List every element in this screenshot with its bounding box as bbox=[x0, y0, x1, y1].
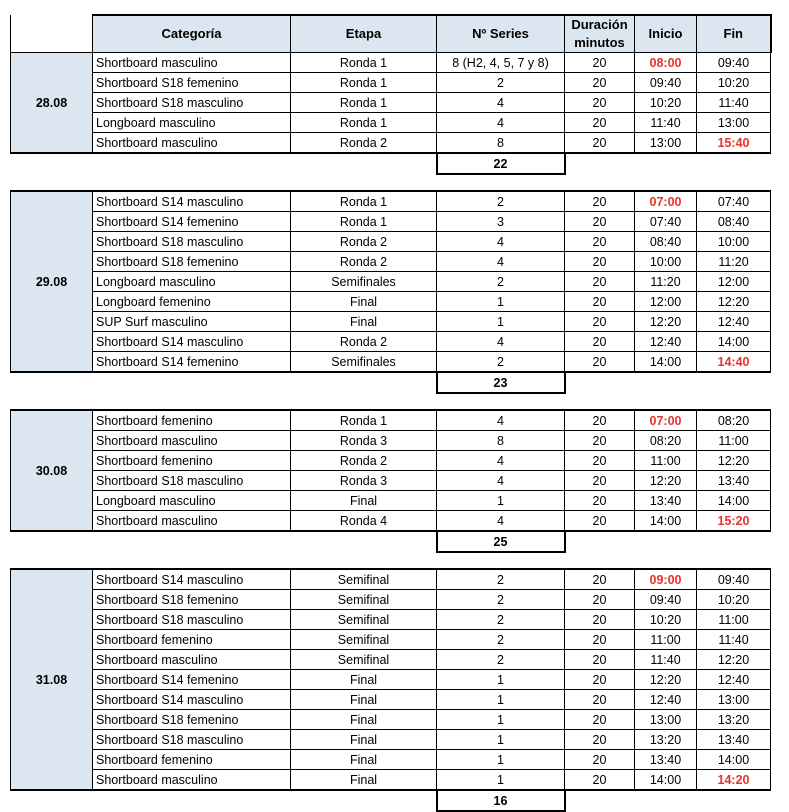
table-row bbox=[11, 312, 771, 332]
cell-inicio: 12:40 bbox=[635, 690, 697, 710]
cell-categoria: Longboard femenino bbox=[93, 292, 291, 312]
cell-categoria: Shortboard masculino bbox=[93, 650, 291, 670]
cell-inicio: 08:40 bbox=[635, 232, 697, 252]
cell-inicio: 12:00 bbox=[635, 292, 697, 312]
cell-etapa: Semifinal bbox=[291, 569, 437, 590]
header-inicio: Inicio bbox=[635, 15, 697, 53]
cell-duracion: 20 bbox=[565, 451, 635, 471]
cell-inicio: 14:00 bbox=[635, 770, 697, 791]
total-spacer bbox=[635, 790, 697, 811]
cell-fin: 11:20 bbox=[697, 252, 771, 272]
day-date: 29.08 bbox=[11, 191, 93, 372]
table-row bbox=[11, 569, 771, 590]
cell-categoria: Shortboard masculino bbox=[93, 770, 291, 791]
header-row bbox=[11, 15, 771, 53]
cell-series: 1 bbox=[437, 292, 565, 312]
cell-series: 2 bbox=[437, 610, 565, 630]
cell-categoria: Shortboard S18 femenino bbox=[93, 252, 291, 272]
cell-fin: 14:00 bbox=[697, 750, 771, 770]
total-row bbox=[11, 790, 771, 811]
cell-fin: 15:40 bbox=[697, 133, 771, 154]
cell-fin: 13:00 bbox=[697, 690, 771, 710]
cell-inicio: 10:00 bbox=[635, 252, 697, 272]
cell-fin: 12:40 bbox=[697, 312, 771, 332]
header-fin: Fin bbox=[697, 15, 771, 53]
cell-categoria: Shortboard masculino bbox=[93, 133, 291, 154]
cell-series: 4 bbox=[437, 410, 565, 431]
table-row bbox=[11, 471, 771, 491]
cell-etapa: Ronda 3 bbox=[291, 471, 437, 491]
cell-series: 2 bbox=[437, 590, 565, 610]
total-spacer bbox=[565, 790, 635, 811]
cell-series: 8 bbox=[437, 133, 565, 154]
cell-fin: 13:40 bbox=[697, 471, 771, 491]
cell-etapa: Ronda 1 bbox=[291, 53, 437, 73]
cell-etapa: Semifinal bbox=[291, 590, 437, 610]
cell-fin: 13:00 bbox=[697, 113, 771, 133]
cell-series: 2 bbox=[437, 569, 565, 590]
total-spacer bbox=[11, 790, 93, 811]
total-spacer bbox=[635, 372, 697, 393]
schedule-table bbox=[10, 14, 772, 812]
cell-etapa: Ronda 2 bbox=[291, 332, 437, 352]
cell-categoria: Shortboard S14 femenino bbox=[93, 670, 291, 690]
cell-series: 3 bbox=[437, 212, 565, 232]
cell-series: 4 bbox=[437, 471, 565, 491]
cell-fin: 08:40 bbox=[697, 212, 771, 232]
schedule-body bbox=[11, 53, 771, 812]
cell-inicio: 10:20 bbox=[635, 93, 697, 113]
cell-categoria: Shortboard S18 masculino bbox=[93, 471, 291, 491]
cell-categoria: Shortboard masculino bbox=[93, 511, 291, 532]
cell-etapa: Semifinal bbox=[291, 630, 437, 650]
cell-series: 1 bbox=[437, 750, 565, 770]
cell-categoria: Shortboard femenino bbox=[93, 410, 291, 431]
cell-duracion: 20 bbox=[565, 491, 635, 511]
table-row bbox=[11, 511, 771, 532]
header-blank bbox=[11, 15, 93, 53]
total-spacer bbox=[11, 372, 93, 393]
cell-series: 4 bbox=[437, 332, 565, 352]
cell-inicio: 07:00 bbox=[635, 191, 697, 212]
cell-series: 1 bbox=[437, 312, 565, 332]
cell-fin: 10:20 bbox=[697, 73, 771, 93]
cell-categoria: Shortboard S18 masculino bbox=[93, 730, 291, 750]
cell-categoria: Shortboard S18 masculino bbox=[93, 93, 291, 113]
cell-etapa: Ronda 4 bbox=[291, 511, 437, 532]
cell-duracion: 20 bbox=[565, 730, 635, 750]
cell-etapa: Final bbox=[291, 770, 437, 791]
table-row bbox=[11, 113, 771, 133]
cell-fin: 12:20 bbox=[697, 650, 771, 670]
cell-duracion: 20 bbox=[565, 670, 635, 690]
cell-etapa: Semifinal bbox=[291, 650, 437, 670]
cell-etapa: Ronda 3 bbox=[291, 431, 437, 451]
table-row bbox=[11, 410, 771, 431]
header-duracion-line1: Duración bbox=[571, 17, 628, 32]
cell-series: 1 bbox=[437, 491, 565, 511]
total-spacer bbox=[697, 531, 771, 552]
cell-duracion: 20 bbox=[565, 252, 635, 272]
cell-fin: 09:40 bbox=[697, 53, 771, 73]
cell-inicio: 13:40 bbox=[635, 491, 697, 511]
cell-categoria: Shortboard S14 femenino bbox=[93, 352, 291, 373]
cell-categoria: Shortboard femenino bbox=[93, 750, 291, 770]
table-row bbox=[11, 730, 771, 750]
total-spacer bbox=[93, 372, 291, 393]
total-spacer bbox=[11, 153, 93, 174]
table-row bbox=[11, 650, 771, 670]
gap-cell bbox=[11, 174, 771, 191]
cell-duracion: 20 bbox=[565, 113, 635, 133]
cell-duracion: 20 bbox=[565, 471, 635, 491]
cell-etapa: Final bbox=[291, 312, 437, 332]
cell-fin: 13:20 bbox=[697, 710, 771, 730]
total-spacer bbox=[565, 372, 635, 393]
total-spacer bbox=[11, 531, 93, 552]
block-gap bbox=[11, 174, 771, 191]
cell-duracion: 20 bbox=[565, 650, 635, 670]
cell-inicio: 13:00 bbox=[635, 133, 697, 154]
table-row bbox=[11, 750, 771, 770]
cell-series: 2 bbox=[437, 272, 565, 292]
table-row bbox=[11, 431, 771, 451]
table-row bbox=[11, 332, 771, 352]
cell-duracion: 20 bbox=[565, 352, 635, 373]
table-row bbox=[11, 272, 771, 292]
block-gap bbox=[11, 393, 771, 410]
header-categoria: Categoría bbox=[93, 15, 291, 53]
total-spacer bbox=[93, 531, 291, 552]
cell-series: 1 bbox=[437, 670, 565, 690]
table-row bbox=[11, 292, 771, 312]
cell-categoria: Shortboard S14 masculino bbox=[93, 191, 291, 212]
cell-duracion: 20 bbox=[565, 93, 635, 113]
table-row bbox=[11, 451, 771, 471]
cell-series: 4 bbox=[437, 252, 565, 272]
table-row bbox=[11, 53, 771, 73]
cell-etapa: Final bbox=[291, 710, 437, 730]
cell-etapa: Final bbox=[291, 491, 437, 511]
block-gap bbox=[11, 552, 771, 569]
cell-etapa: Final bbox=[291, 292, 437, 312]
cell-categoria: Longboard masculino bbox=[93, 491, 291, 511]
day-total-series: 22 bbox=[437, 153, 565, 174]
cell-etapa: Final bbox=[291, 730, 437, 750]
cell-series: 4 bbox=[437, 511, 565, 532]
table-row bbox=[11, 710, 771, 730]
cell-inicio: 12:40 bbox=[635, 332, 697, 352]
cell-categoria: Longboard masculino bbox=[93, 113, 291, 133]
table-row bbox=[11, 491, 771, 511]
cell-inicio: 13:00 bbox=[635, 710, 697, 730]
cell-inicio: 11:20 bbox=[635, 272, 697, 292]
table-row bbox=[11, 252, 771, 272]
cell-series: 2 bbox=[437, 191, 565, 212]
cell-inicio: 11:00 bbox=[635, 451, 697, 471]
table-row bbox=[11, 212, 771, 232]
cell-duracion: 20 bbox=[565, 690, 635, 710]
cell-fin: 13:40 bbox=[697, 730, 771, 750]
cell-duracion: 20 bbox=[565, 53, 635, 73]
cell-categoria: Shortboard masculino bbox=[93, 53, 291, 73]
cell-inicio: 14:00 bbox=[635, 511, 697, 532]
cell-categoria: Shortboard S18 femenino bbox=[93, 710, 291, 730]
cell-categoria: Shortboard S18 femenino bbox=[93, 73, 291, 93]
cell-categoria: Shortboard S14 masculino bbox=[93, 569, 291, 590]
cell-duracion: 20 bbox=[565, 292, 635, 312]
cell-inicio: 12:20 bbox=[635, 471, 697, 491]
cell-inicio: 07:40 bbox=[635, 212, 697, 232]
table-row bbox=[11, 191, 771, 212]
cell-categoria: Shortboard S18 femenino bbox=[93, 590, 291, 610]
table-row bbox=[11, 770, 771, 791]
cell-fin: 14:40 bbox=[697, 352, 771, 373]
cell-inicio: 09:00 bbox=[635, 569, 697, 590]
cell-duracion: 20 bbox=[565, 232, 635, 252]
cell-inicio: 11:40 bbox=[635, 113, 697, 133]
cell-series: 1 bbox=[437, 730, 565, 750]
cell-inicio: 09:40 bbox=[635, 590, 697, 610]
cell-etapa: Final bbox=[291, 750, 437, 770]
cell-fin: 07:40 bbox=[697, 191, 771, 212]
table-row bbox=[11, 73, 771, 93]
cell-inicio: 11:00 bbox=[635, 630, 697, 650]
cell-inicio: 13:20 bbox=[635, 730, 697, 750]
cell-etapa: Ronda 2 bbox=[291, 133, 437, 154]
total-spacer bbox=[291, 153, 437, 174]
cell-categoria: Shortboard femenino bbox=[93, 451, 291, 471]
cell-duracion: 20 bbox=[565, 590, 635, 610]
cell-duracion: 20 bbox=[565, 610, 635, 630]
cell-categoria: Longboard masculino bbox=[93, 272, 291, 292]
cell-inicio: 09:40 bbox=[635, 73, 697, 93]
cell-duracion: 20 bbox=[565, 133, 635, 154]
day-date: 30.08 bbox=[11, 410, 93, 531]
cell-duracion: 20 bbox=[565, 410, 635, 431]
cell-duracion: 20 bbox=[565, 272, 635, 292]
total-row bbox=[11, 531, 771, 552]
cell-series: 1 bbox=[437, 770, 565, 791]
cell-duracion: 20 bbox=[565, 511, 635, 532]
cell-etapa: Ronda 1 bbox=[291, 191, 437, 212]
total-row bbox=[11, 153, 771, 174]
table-row bbox=[11, 690, 771, 710]
table-row bbox=[11, 93, 771, 113]
cell-inicio: 11:40 bbox=[635, 650, 697, 670]
cell-categoria: SUP Surf masculino bbox=[93, 312, 291, 332]
cell-inicio: 13:40 bbox=[635, 750, 697, 770]
cell-series: 2 bbox=[437, 73, 565, 93]
cell-series: 1 bbox=[437, 690, 565, 710]
cell-etapa: Ronda 2 bbox=[291, 232, 437, 252]
cell-etapa: Ronda 2 bbox=[291, 451, 437, 471]
cell-series: 4 bbox=[437, 113, 565, 133]
table-row bbox=[11, 133, 771, 154]
cell-categoria: Shortboard masculino bbox=[93, 431, 291, 451]
cell-duracion: 20 bbox=[565, 710, 635, 730]
header-duracion-line2: minutos bbox=[574, 35, 625, 50]
cell-categoria: Shortboard S14 masculino bbox=[93, 690, 291, 710]
total-spacer bbox=[635, 531, 697, 552]
cell-duracion: 20 bbox=[565, 569, 635, 590]
gap-cell bbox=[11, 552, 771, 569]
total-spacer bbox=[93, 153, 291, 174]
cell-fin: 11:40 bbox=[697, 630, 771, 650]
cell-inicio: 08:00 bbox=[635, 53, 697, 73]
day-total-series: 23 bbox=[437, 372, 565, 393]
cell-series: 2 bbox=[437, 630, 565, 650]
cell-duracion: 20 bbox=[565, 73, 635, 93]
cell-series: 4 bbox=[437, 93, 565, 113]
total-spacer bbox=[697, 153, 771, 174]
cell-series: 4 bbox=[437, 232, 565, 252]
cell-duracion: 20 bbox=[565, 332, 635, 352]
cell-fin: 10:20 bbox=[697, 590, 771, 610]
cell-fin: 09:40 bbox=[697, 569, 771, 590]
cell-fin: 11:40 bbox=[697, 93, 771, 113]
cell-etapa: Ronda 1 bbox=[291, 73, 437, 93]
cell-series: 8 (H2, 4, 5, 7 y 8) bbox=[437, 53, 565, 73]
cell-series: 1 bbox=[437, 710, 565, 730]
cell-etapa: Ronda 2 bbox=[291, 252, 437, 272]
cell-duracion: 20 bbox=[565, 191, 635, 212]
cell-etapa: Semifinal bbox=[291, 610, 437, 630]
total-spacer bbox=[291, 790, 437, 811]
total-row bbox=[11, 372, 771, 393]
schedule-sheet bbox=[10, 14, 772, 812]
total-spacer bbox=[697, 372, 771, 393]
cell-inicio: 10:20 bbox=[635, 610, 697, 630]
cell-duracion: 20 bbox=[565, 431, 635, 451]
cell-duracion: 20 bbox=[565, 212, 635, 232]
cell-duracion: 20 bbox=[565, 770, 635, 791]
cell-inicio: 07:00 bbox=[635, 410, 697, 431]
cell-fin: 12:20 bbox=[697, 292, 771, 312]
cell-fin: 10:00 bbox=[697, 232, 771, 252]
table-row bbox=[11, 352, 771, 373]
table-row bbox=[11, 630, 771, 650]
table-row bbox=[11, 610, 771, 630]
table-row bbox=[11, 670, 771, 690]
cell-inicio: 08:20 bbox=[635, 431, 697, 451]
gap-cell bbox=[11, 393, 771, 410]
cell-duracion: 20 bbox=[565, 750, 635, 770]
cell-fin: 14:00 bbox=[697, 491, 771, 511]
cell-etapa: Ronda 1 bbox=[291, 410, 437, 431]
cell-duracion: 20 bbox=[565, 312, 635, 332]
day-total-series: 16 bbox=[437, 790, 565, 811]
cell-categoria: Shortboard femenino bbox=[93, 630, 291, 650]
cell-duracion: 20 bbox=[565, 630, 635, 650]
cell-etapa: Final bbox=[291, 690, 437, 710]
cell-etapa: Semifinales bbox=[291, 352, 437, 373]
table-row bbox=[11, 590, 771, 610]
cell-fin: 11:00 bbox=[697, 610, 771, 630]
cell-categoria: Shortboard S18 masculino bbox=[93, 610, 291, 630]
cell-etapa: Ronda 1 bbox=[291, 93, 437, 113]
cell-categoria: Shortboard S14 masculino bbox=[93, 332, 291, 352]
cell-series: 8 bbox=[437, 431, 565, 451]
cell-fin: 14:00 bbox=[697, 332, 771, 352]
table-row bbox=[11, 232, 771, 252]
header-etapa: Etapa bbox=[291, 15, 437, 53]
cell-inicio: 14:00 bbox=[635, 352, 697, 373]
total-spacer bbox=[565, 531, 635, 552]
cell-etapa: Ronda 1 bbox=[291, 212, 437, 232]
cell-fin: 12:40 bbox=[697, 670, 771, 690]
day-total-series: 25 bbox=[437, 531, 565, 552]
total-spacer bbox=[93, 790, 291, 811]
total-spacer bbox=[291, 372, 437, 393]
cell-fin: 15:20 bbox=[697, 511, 771, 532]
header-series: Nº Series bbox=[437, 15, 565, 53]
day-date: 31.08 bbox=[11, 569, 93, 790]
total-spacer bbox=[291, 531, 437, 552]
cell-series: 2 bbox=[437, 650, 565, 670]
cell-categoria: Shortboard S18 masculino bbox=[93, 232, 291, 252]
cell-series: 2 bbox=[437, 352, 565, 373]
cell-etapa: Semifinales bbox=[291, 272, 437, 292]
day-date: 28.08 bbox=[11, 53, 93, 154]
total-spacer bbox=[565, 153, 635, 174]
cell-fin: 11:00 bbox=[697, 431, 771, 451]
cell-etapa: Final bbox=[291, 670, 437, 690]
total-spacer bbox=[697, 790, 771, 811]
cell-fin: 12:20 bbox=[697, 451, 771, 471]
header-duracion bbox=[565, 15, 635, 53]
cell-series: 4 bbox=[437, 451, 565, 471]
cell-fin: 14:20 bbox=[697, 770, 771, 791]
cell-categoria: Shortboard S14 femenino bbox=[93, 212, 291, 232]
cell-fin: 12:00 bbox=[697, 272, 771, 292]
total-spacer bbox=[635, 153, 697, 174]
cell-inicio: 12:20 bbox=[635, 670, 697, 690]
cell-fin: 08:20 bbox=[697, 410, 771, 431]
cell-inicio: 12:20 bbox=[635, 312, 697, 332]
cell-etapa: Ronda 1 bbox=[291, 113, 437, 133]
